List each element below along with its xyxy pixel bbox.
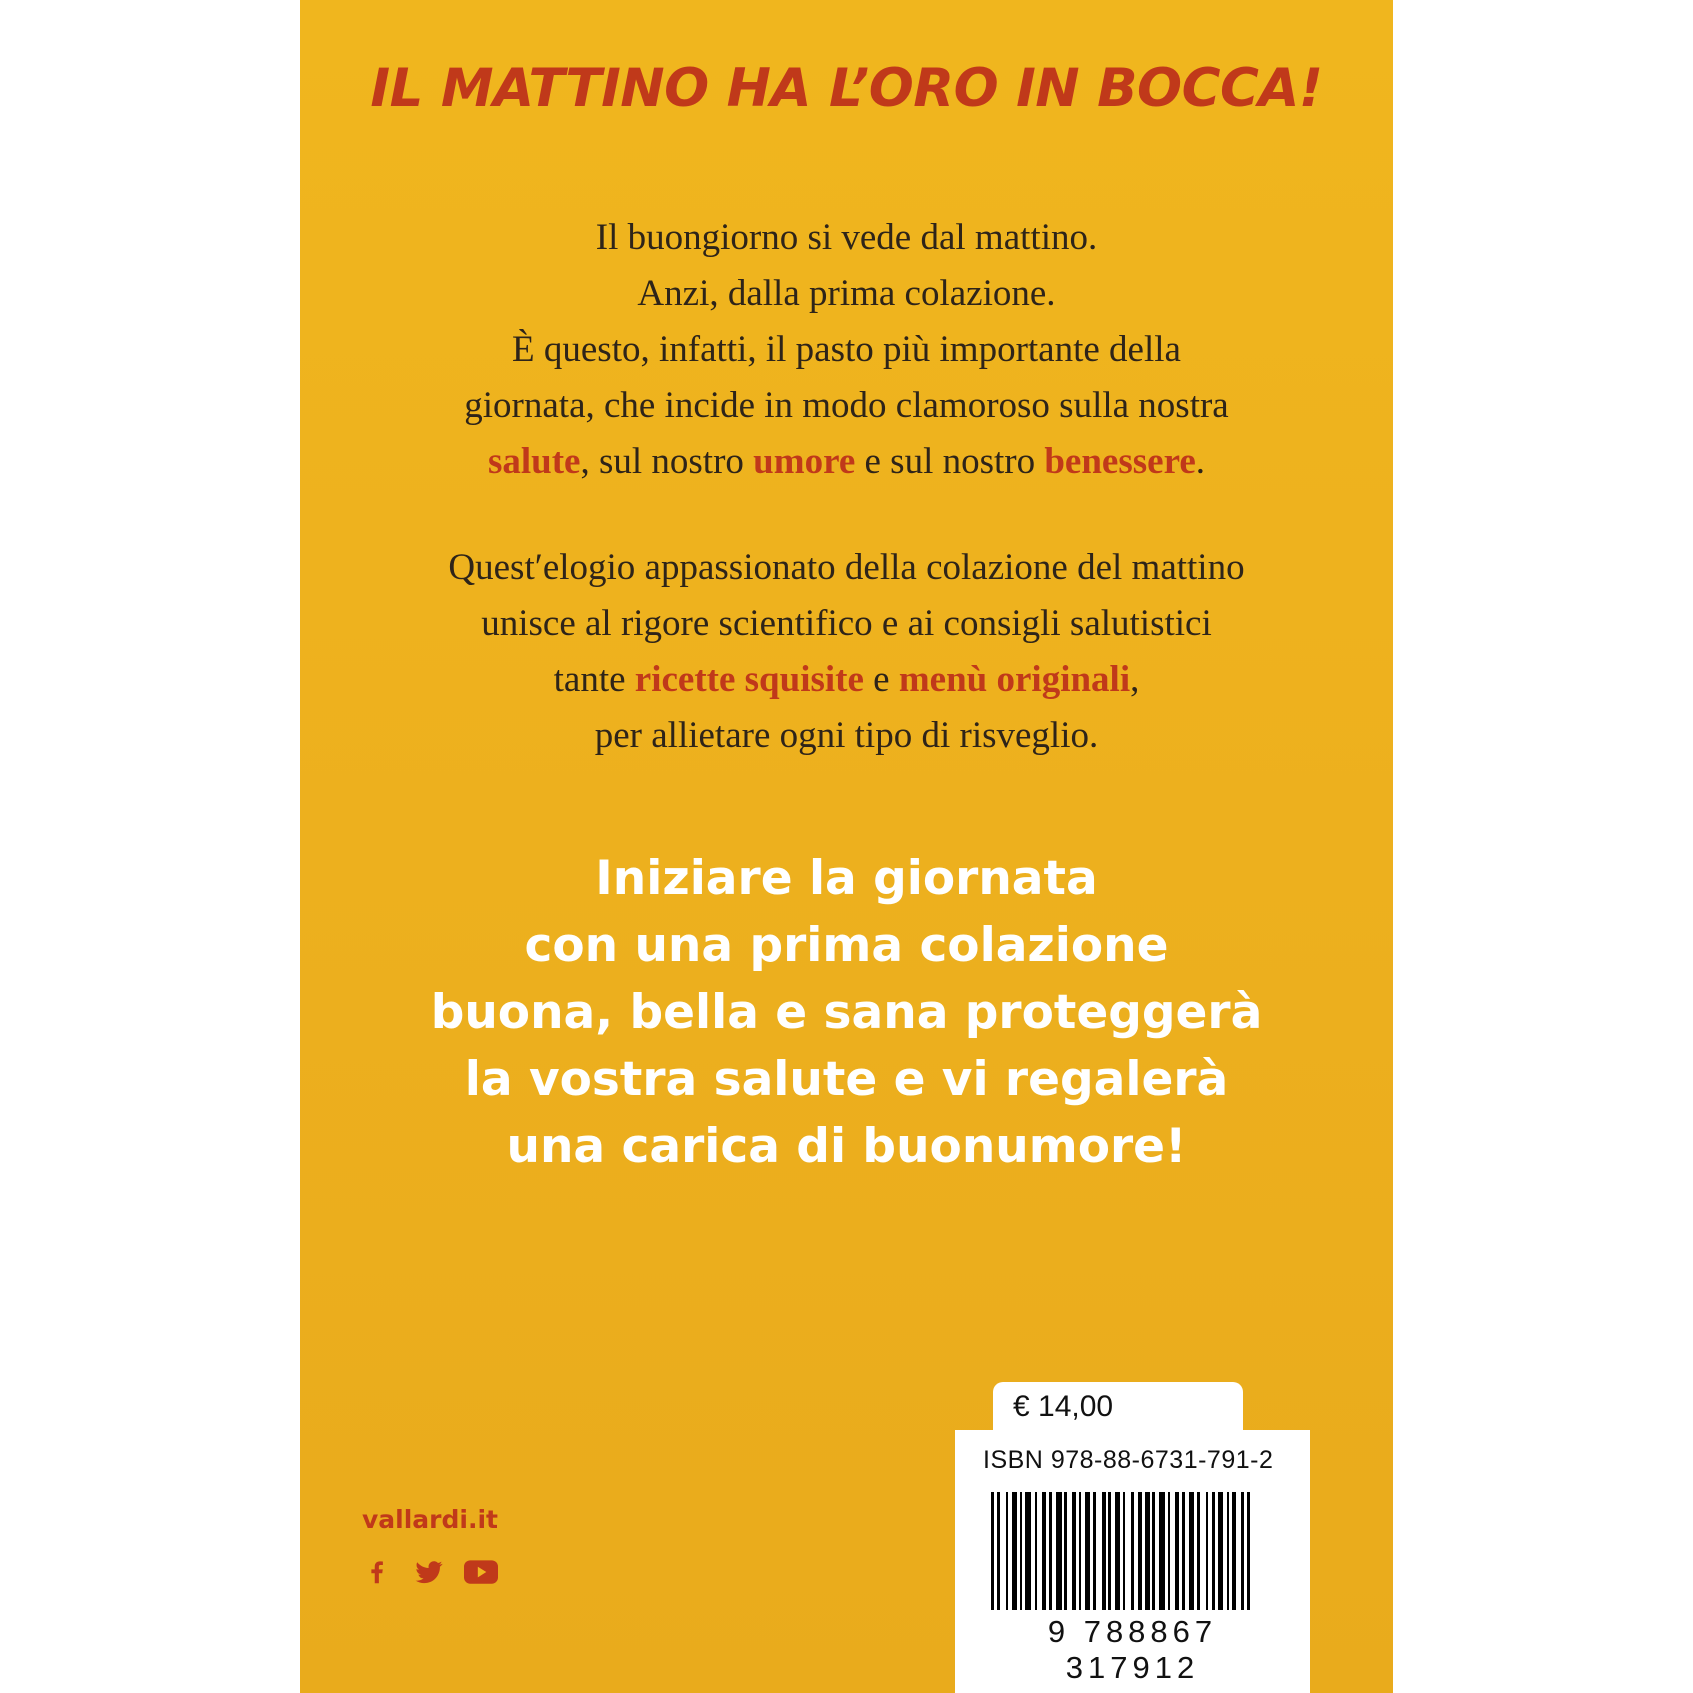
highlight-ricette-squisite: ricette squisite [634,659,864,700]
paragraph-2-line-3-text-c: , [1130,659,1140,700]
social-links [360,1555,498,1589]
twitter-icon[interactable] [412,1555,446,1589]
paragraph-2-line-1: Quest′elogio appassionato della colazione del mattino [448,547,1245,588]
price-isbn-sticker [955,1382,1310,1693]
highlight-umore: umore [753,441,856,482]
claim-block [340,845,1353,1180]
isbn-label [983,1446,1273,1475]
paragraph-2-line-4: per allietare ogni tipo di risveglio. [594,715,1099,756]
paragraph-1-line-4: giornata, che incide in modo clamoroso sulla nostra [464,385,1229,426]
claim-line-5: una carica di buonumore! [506,1119,1187,1174]
paragraph-1-line-5-text-a: , sul nostro [580,441,754,482]
claim-line-4: la vostra salute e vi regalerà [464,1052,1229,1107]
isbn-prefix: ISBN [983,1446,1044,1474]
paragraph-2-line-3-text-b: e [863,659,899,700]
barcode-digits: 9 788867 317912 [1047,1614,1218,1685]
facebook-icon[interactable] [360,1555,394,1589]
paragraph-2-line-3-text-a: tante [553,659,635,700]
barcode [991,1492,1271,1610]
highlight-menu-originali: menù originali [898,659,1131,700]
publisher-website[interactable]: vallardi.it [362,1505,498,1534]
paragraph-1-line-2: Anzi, dalla prima colazione. [637,273,1056,314]
paragraph-2-line-2: unisce al rigore scientifico e ai consigli salutistici [481,603,1212,644]
claim-line-2: con una prima colazione [524,918,1169,973]
claim-line-1: Iniziare la giornata [595,851,1098,906]
paragraph-1-line-3: È questo, infatti, il pasto più importante della [512,329,1181,370]
sticker-body [955,1430,1310,1693]
highlight-salute: salute [487,441,581,482]
book-cover [300,0,1393,1693]
paragraph-1-line-5-text-b: e sul nostro [855,441,1045,482]
highlight-benessere: benessere [1044,441,1196,482]
youtube-icon[interactable] [464,1555,498,1589]
page-title: IL MATTINO HA L’ORO IN BOCCA! [370,58,1323,119]
description-paragraph-1 [360,210,1333,490]
claim-line-3: buona, bella e sana proteggerà [430,985,1263,1040]
paragraph-1-line-1: Il buongiorno si vede dal mattino. [595,217,1098,258]
paragraph-1-line-5-text-c: . [1195,441,1206,482]
price-label: € 14,00 [1013,1390,1114,1423]
isbn-value: 978-88-6731-791-2 [1050,1446,1274,1474]
description-paragraph-2 [360,540,1333,764]
